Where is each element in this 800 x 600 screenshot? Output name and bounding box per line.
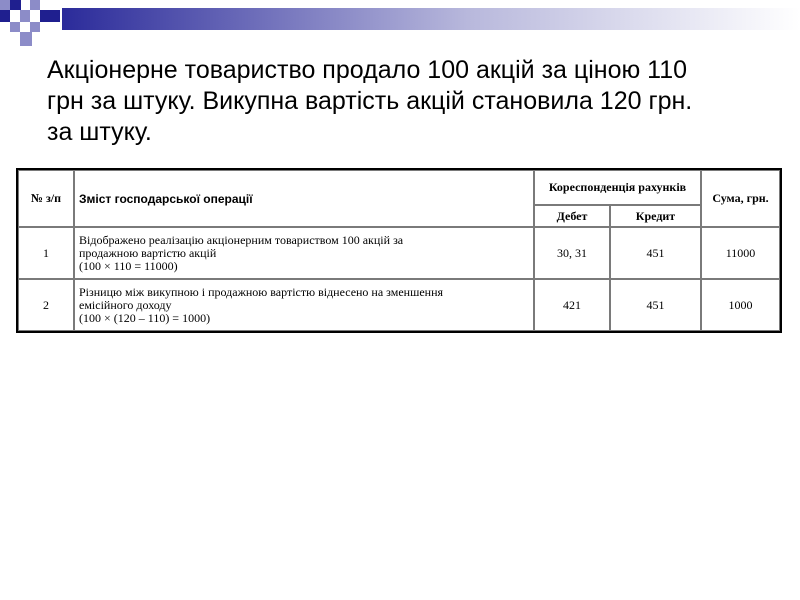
- header-correspondence: Кореспонденція рахунків: [534, 170, 701, 205]
- decor-square: [20, 10, 30, 22]
- desc-line: (100 × 110 = 11000): [79, 258, 178, 273]
- desc-line: (100 × (120 – 110) = 1000): [79, 310, 211, 325]
- row-amount: 11000: [701, 227, 780, 279]
- slide-corner-decoration: [0, 0, 800, 50]
- row-debit: 30, 31: [534, 227, 610, 279]
- desc-line: емісійного доходу: [79, 297, 172, 312]
- row-credit: 451: [610, 227, 701, 279]
- desc-line: Відображено реалізацію акціонерним товариством 100 акцій за: [79, 232, 404, 247]
- header-description: Зміст господарської операції: [74, 170, 534, 227]
- desc-line: Різницю між викупною і продажною вартістю віднесено на зменшення: [79, 284, 444, 299]
- decor-square: [30, 22, 40, 32]
- decor-square: [40, 10, 60, 22]
- table-row: [18, 227, 780, 279]
- row-num: 1: [18, 227, 74, 279]
- decor-square: [0, 0, 10, 10]
- table-row: [18, 279, 780, 331]
- operations-table: [16, 168, 782, 333]
- decor-square: [0, 10, 10, 22]
- row-amount: 1000: [701, 279, 780, 331]
- table-header-row: [18, 170, 780, 205]
- slide-title: [47, 55, 767, 148]
- row-credit: 451: [610, 279, 701, 331]
- decor-square: [20, 32, 32, 46]
- header-amount: Сума, грн.: [701, 170, 780, 227]
- title-line: грн за штуку. Викупна вартість акцій становила 120 грн.: [47, 87, 693, 115]
- header-debit: Дебет: [534, 205, 610, 227]
- row-description: [74, 279, 534, 331]
- row-num: 2: [18, 279, 74, 331]
- decor-square: [30, 0, 40, 10]
- title-line: за штуку.: [47, 118, 152, 146]
- decor-square: [10, 0, 21, 10]
- title-line: Акціонерне товариство продало 100 акцій за ціною 110: [47, 56, 688, 84]
- header-credit: Кредит: [610, 205, 701, 227]
- row-debit: 421: [534, 279, 610, 331]
- row-description: [74, 227, 534, 279]
- header-gradient-bar: [62, 8, 800, 30]
- header-num: № з/п: [18, 170, 74, 227]
- decor-square: [10, 22, 20, 32]
- desc-line: продажною вартістю акцій: [79, 245, 217, 260]
